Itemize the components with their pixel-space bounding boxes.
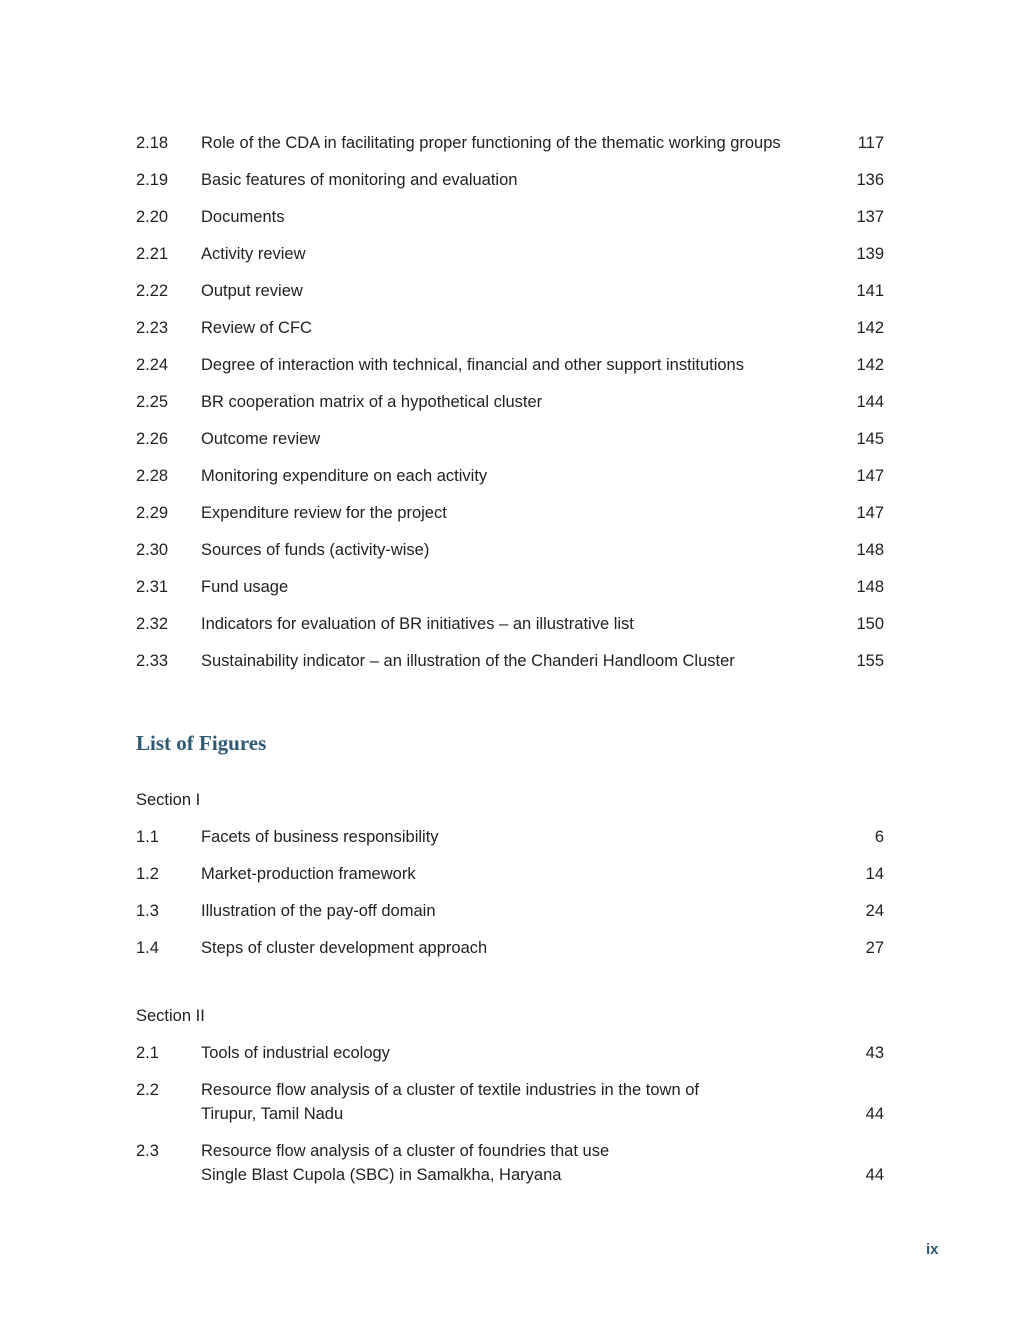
entry-title [201,1139,841,1187]
toc-entry [136,242,884,279]
entry-page-number: 24 [865,902,884,920]
entry-number: 2.22 [136,282,169,300]
entry-page-number: 139 [856,245,884,263]
entry-title [201,862,841,886]
entry-number: 2.20 [136,208,169,226]
toc-entry [136,936,884,973]
entry-number: 2.28 [136,467,169,485]
entry-page-number: 27 [865,939,884,957]
entry-page-number: 6 [874,828,884,846]
entry-title-line: Fund usage [201,578,289,596]
section-ii-figures-list [136,1041,884,1200]
toc-entry [136,279,884,316]
toc-entry [136,825,884,862]
entry-title [201,279,841,303]
entry-number: 1.1 [136,828,159,846]
list-of-figures-heading: List of Figures [136,731,267,755]
entry-number: 2.2 [136,1081,159,1099]
entry-number: 2.3 [136,1142,159,1160]
entry-page-number: 150 [856,615,884,633]
entry-title-line: Monitoring expenditure on each activity [201,467,488,485]
entry-title-line: Activity review [201,245,306,263]
toc-entry [136,612,884,649]
toc-entry [136,501,884,538]
entry-number: 2.31 [136,578,169,596]
entry-title-line: Expenditure review for the project [201,504,447,522]
entry-title-line: Role of the CDA in facilitating proper functioning of the thematic working groups [201,134,781,152]
entry-title [201,316,841,340]
toc-entry [136,1078,884,1139]
entry-title [201,427,841,451]
entry-page-number: 137 [856,208,884,226]
entry-title-line: Resource flow analysis of a cluster of textile industries in the town of [201,1081,699,1099]
entry-title-line: Facets of business responsibility [201,828,439,846]
entry-title-line: Sustainability indicator – an illustration of the Chanderi Handloom Cluster [201,652,735,670]
entry-page-number: 14 [865,865,884,883]
entry-title [201,501,841,525]
toc-entry [136,649,884,686]
list-of-tables-continued [136,131,884,686]
entry-title [201,1041,841,1065]
toc-entry [136,316,884,353]
section-i-label: Section I [136,791,201,809]
entry-page-number: 145 [856,430,884,448]
entry-title-line: Degree of interaction with technical, financial and other support institutions [201,356,744,374]
page-number: ix [926,1241,939,1258]
entry-title [201,825,841,849]
entry-page-number: 117 [857,134,884,152]
entry-page-number: 147 [856,504,884,522]
entry-title-line: Resource flow analysis of a cluster of foundries that use [201,1142,610,1160]
toc-entry [136,862,884,899]
entry-title-line: Market-production framework [201,865,416,883]
entry-title [201,612,841,636]
entry-number: 2.30 [136,541,169,559]
entry-title [201,538,841,562]
toc-entry [136,538,884,575]
entry-title-line: Single Blast Cupola (SBC) in Samalkha, Haryana [201,1166,562,1184]
entry-title-line: Steps of cluster development approach [201,939,488,957]
entry-number: 2.33 [136,652,169,670]
entry-page-number: 141 [856,282,884,300]
entry-number: 2.18 [136,134,169,152]
entry-title-line: Tools of industrial ecology [201,1044,390,1062]
entry-page-number: 44 [865,1166,884,1184]
toc-entry [136,353,884,390]
toc-entry [136,427,884,464]
entry-number: 2.23 [136,319,169,337]
entry-number: 1.4 [136,939,159,957]
entry-title [201,575,841,599]
entry-page-number: 43 [865,1044,884,1062]
toc-entry [136,390,884,427]
entry-page-number: 136 [856,171,884,189]
entry-title-line: Documents [201,208,285,226]
entry-page-number: 144 [856,393,884,411]
entry-number: 1.2 [136,865,159,883]
entry-number: 2.24 [136,356,169,374]
entry-title-line: Indicators for evaluation of BR initiatives – an illustrative list [201,615,634,633]
entry-number: 2.29 [136,504,169,522]
toc-entry [136,168,884,205]
entry-page-number: 147 [856,467,884,485]
entry-number: 2.32 [136,615,169,633]
entry-title-line: Basic features of monitoring and evaluation [201,171,518,189]
entry-title [201,464,841,488]
entry-title-line: Illustration of the pay-off domain [201,902,436,920]
entry-number: 1.3 [136,902,159,920]
entry-number: 2.25 [136,393,169,411]
entry-title [201,205,841,229]
entry-title [201,131,841,155]
toc-entry [136,464,884,501]
entry-title [201,899,841,923]
entry-title [201,649,841,673]
entry-title [201,1078,841,1126]
entry-number: 2.21 [136,245,169,263]
section-ii-label: Section II [136,1007,205,1025]
entry-title [201,390,841,414]
entry-title [201,242,841,266]
entry-title [201,168,841,192]
entry-title-line: Outcome review [201,430,321,448]
entry-title-line: Sources of funds (activity-wise) [201,541,430,559]
entry-title-line: Output review [201,282,303,300]
toc-entry [136,1041,884,1078]
entry-title-line: BR cooperation matrix of a hypothetical cluster [201,393,543,411]
entry-title [201,936,841,960]
entry-number: 2.1 [136,1044,159,1062]
entry-page-number: 148 [856,578,884,596]
toc-entry [136,575,884,612]
entry-page-number: 44 [865,1105,884,1123]
toc-entry [136,1139,884,1200]
entry-title-line: Review of CFC [201,319,312,337]
entry-number: 2.26 [136,430,169,448]
section-i-figures-list [136,825,884,973]
entry-number: 2.19 [136,171,169,189]
entry-page-number: 142 [856,319,884,337]
entry-page-number: 142 [856,356,884,374]
toc-entry [136,899,884,936]
entry-page-number: 155 [856,652,884,670]
entry-title-line: Tirupur, Tamil Nadu [201,1105,344,1123]
entry-page-number: 148 [856,541,884,559]
entry-title [201,353,841,377]
toc-entry [136,131,884,168]
toc-entry [136,205,884,242]
